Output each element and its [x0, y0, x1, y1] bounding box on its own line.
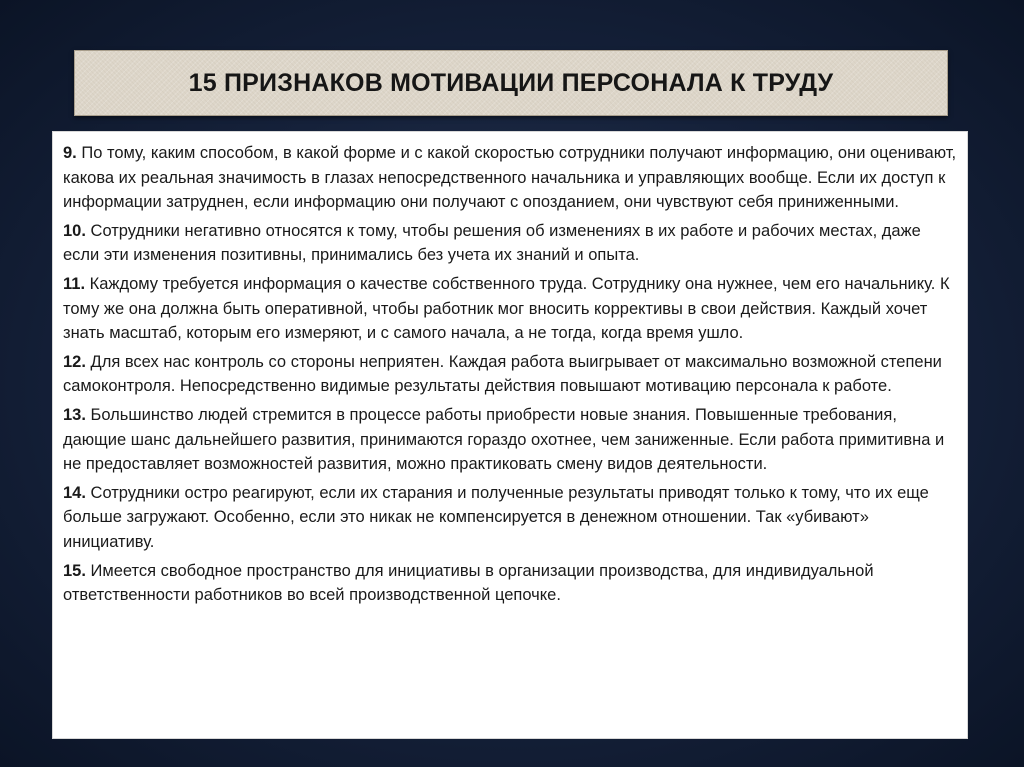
item-number: 14. — [63, 483, 86, 502]
item-text: Имеется свободное пространство для инициативы в организации производства, для индивидуальной ответственности работников во всей производственной цепочке. — [63, 561, 874, 605]
list-item-9 — [63, 141, 957, 215]
item-text: Сотрудники негативно относятся к тому, чтобы решения об изменениях в их работе и рабочих местах, даже если эти изменения позитивны, принимались без учета их знаний и опыта. — [63, 221, 921, 265]
list-item-13 — [63, 403, 957, 477]
title-banner — [74, 50, 948, 116]
item-number: 10. — [63, 221, 86, 240]
item-number: 15. — [63, 561, 86, 580]
item-number: 13. — [63, 405, 86, 424]
slide-title: 15 ПРИЗНАКОВ МОТИВАЦИИ ПЕРСОНАЛА К ТРУДУ — [188, 68, 834, 97]
list-item-15 — [63, 559, 957, 608]
item-text: Сотрудники остро реагируют, если их старания и полученные результаты приводят только к тому, что их еще больше загружают. Особенно, если это никак не компенсируется в денежном отношении. Так «убивают» инициативу. — [63, 483, 929, 551]
item-text: Каждому требуется информация о качестве собственного труда. Сотруднику она нужнее, чем его начальнику. К тому же она должна быть оперативной, чтобы работник мог вносить коррективы в свои действия. Каждый хочет знать масштаб, которым его измеряют, и с самого начала, а не тогда, когда время ушло. — [63, 274, 950, 343]
item-number: 12. — [63, 352, 86, 371]
item-number: 9. — [63, 144, 77, 162]
item-text: Большинство людей стремится в процессе работы приобрести новые знания. Повышенные требования, дающие шанс дальнейшего развития, принимаются гораздо охотнее, чем заниженные. Если работа примитивна и не предоставляет возможностей развития, можно практиковать смену видов деятельности. — [63, 405, 945, 474]
list-item-14 — [63, 481, 957, 555]
list-item-10 — [63, 219, 957, 268]
item-number: 11. — [63, 274, 86, 293]
list-item-11 — [63, 272, 957, 346]
list-item-12 — [63, 350, 957, 399]
content-panel — [52, 131, 968, 739]
item-text: Для всех нас контроль со стороны неприятен. Каждая работа выигрывает от максимально возможной степени самоконтроля. Непосредственно видимые результаты действия повышают мотивацию персонала к работе. — [63, 352, 942, 396]
item-text: По тому, каким способом, в какой форме и с какой скоростью сотрудники получают информацию, они оценивают, какова их реальная значимость в глазах непосредственного начальника и управляющих вообще. Если их доступ к информации затруднен, если информацию они получают с опозданием, они чувствуют себя приниженными. — [63, 144, 957, 212]
